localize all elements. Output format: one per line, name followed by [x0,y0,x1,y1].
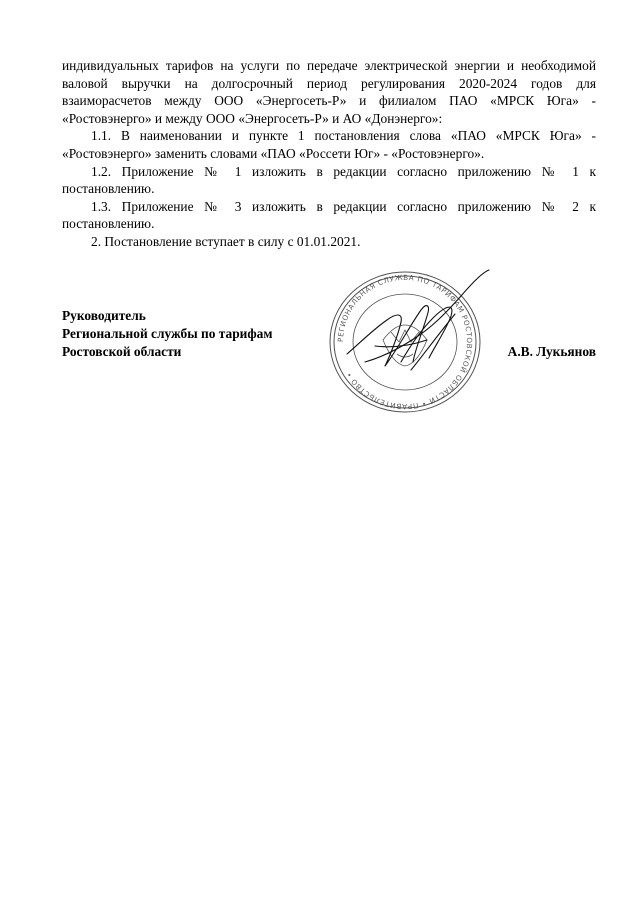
seal-ring-text: РЕГИОНАЛЬНАЯ СЛУЖБА ПО ТАРИФАМ РОСТОВСКОЙ ОБЛАСТИ • ПРАВИТЕЛЬСТВО • [335,272,475,412]
item-1-3: 1.3. Приложение № 3 изложить в редакции согласно приложению № 2 к постановлению. [62,198,596,232]
signer-name: А.В. Лукьянов [507,344,596,359]
document-body [62,57,596,251]
signer-title-line-1: Руководитель [62,308,146,323]
item-1-2: 1.2. Приложение № 1 изложить в редакции согласно приложению № 1 к постановлению. [62,163,596,197]
signer-title-line-3: Ростовской области [62,344,182,359]
signature-block [62,307,596,361]
signer-title-line-2: Региональной службы по тарифам [62,326,273,341]
item-2: 2. Постановление вступает в силу с 01.01.2021. [91,233,361,249]
intro-paragraph: индивидуальных тарифов на услуги по передаче электрической энергии и необходимой валовой выручки на долгосрочный период регулирования 2020-2024 годов для взаиморасчетов между ООО «Энергосеть-Р» и филиалом ПАО «МРСК Юга» - «Ростовэнерго» и между ООО «Энергосеть-Р» и АО «Донэнерго»: [62,58,596,126]
item-1-1: 1.1. В наименовании и пункте 1 постановления слова «ПАО «МРСК Юга» - «Ростовэнерго» заменить словами «ПАО «Россети Юг» - «Ростовэнерго». [62,128,596,161]
